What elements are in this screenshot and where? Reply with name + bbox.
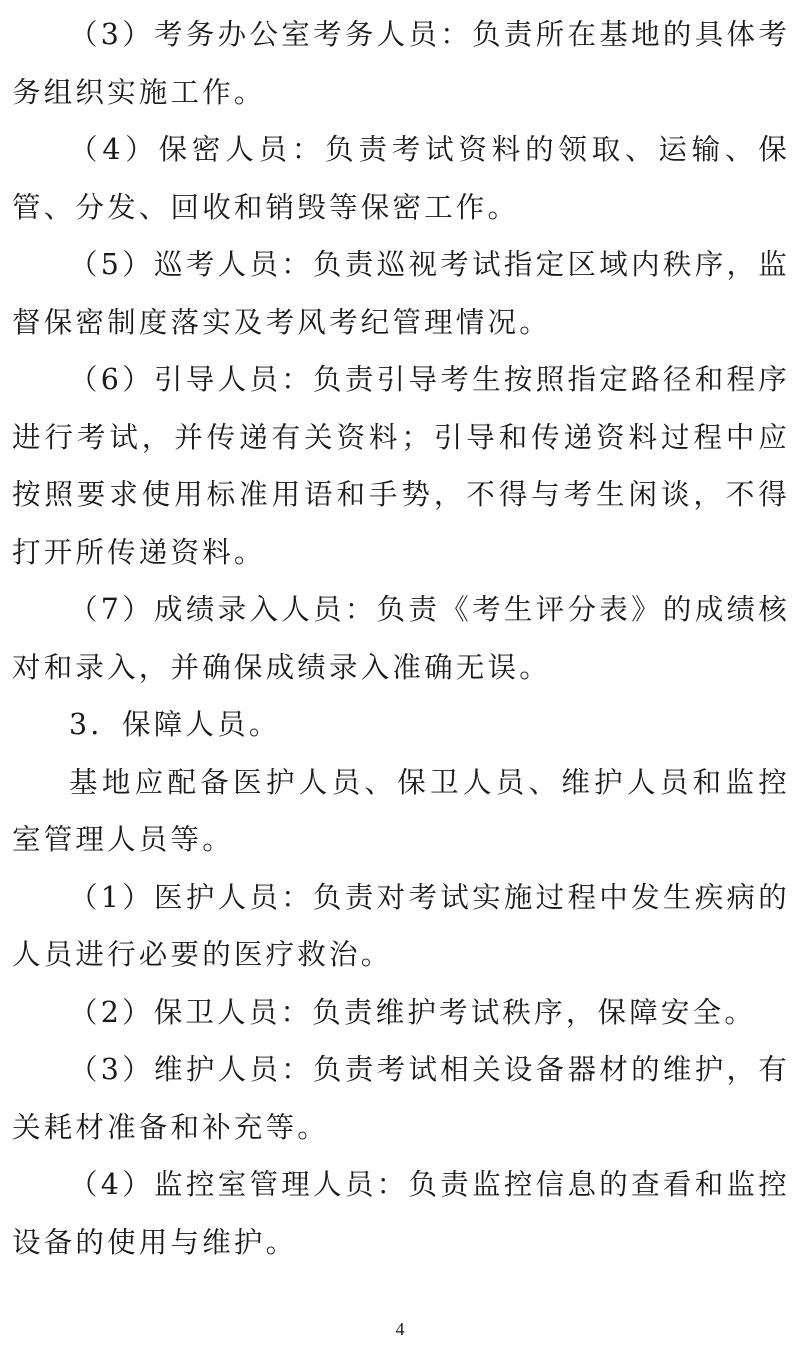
paragraph-confidentiality-staff: （4）保密人员：负责考试资料的领取、运输、保管、分发、回收和销毁等保密工作。 bbox=[12, 133, 790, 224]
paragraph-guide-staff: （6）引导人员：负责引导考生按照指定路径和程序进行考试，并传递有关资料；引导和传递资料过程中应按照要求使用标准用语和手势，不得与考生闲谈，不得打开所传递资料。 bbox=[12, 363, 790, 569]
body-text bbox=[12, 6, 790, 1271]
paragraph-score-entry-staff: （7）成绩录入人员：负责《考生评分表》的成绩核对和录入，并确保成绩录入准确无误。 bbox=[12, 593, 790, 684]
paragraph-security-staff: （2）保卫人员：负责维护考试秩序，保障安全。 bbox=[69, 995, 757, 1029]
paragraph-exam-office-staff: （3）考务办公室考务人员：负责所在基地的具体考务组织实施工作。 bbox=[12, 18, 790, 109]
paragraph-medical-staff: （1）医护人员：负责对考试实施过程中发生疾病的人员进行必要的医疗救治。 bbox=[12, 880, 790, 971]
page-number: 4 bbox=[395, 1319, 405, 1339]
paragraph-maintenance-staff: （3）维护人员：负责考试相关设备器材的维护，有关耗材准备和补充等。 bbox=[12, 1053, 790, 1144]
paragraph-monitoring-staff: （4）监控室管理人员：负责监控信息的查看和监控设备的使用与维护。 bbox=[12, 1168, 790, 1259]
paragraph-inspection-staff: （5）巡考人员：负责巡视考试指定区域内秩序，监督保密制度落实及考风考纪管理情况。 bbox=[12, 248, 790, 339]
section-heading-support-staff: 3．保障人员。 bbox=[69, 708, 281, 741]
paragraph-support-overview: 基地应配备医护人员、保卫人员、维护人员和监控室管理人员等。 bbox=[12, 765, 790, 856]
